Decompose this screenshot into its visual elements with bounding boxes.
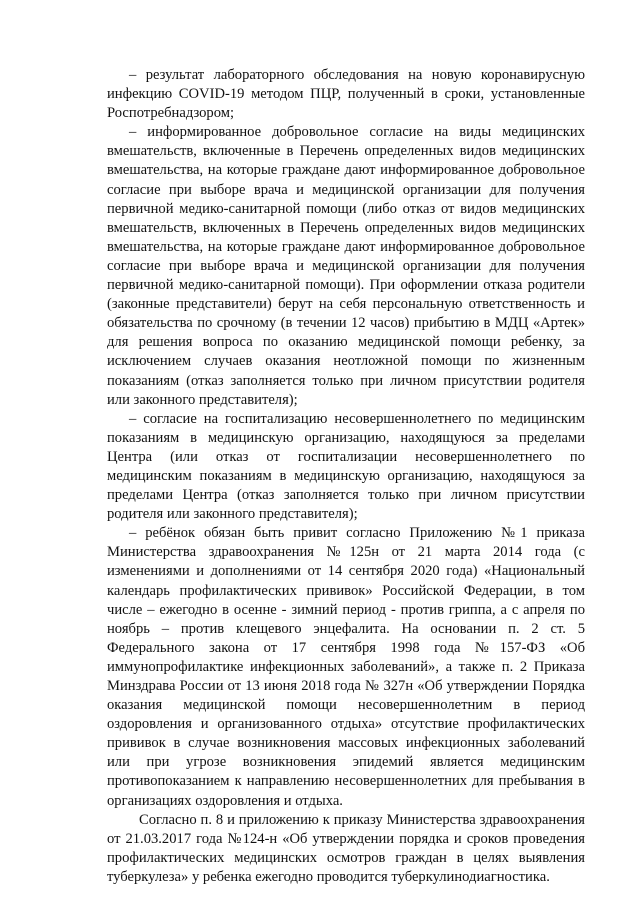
paragraph-vaccination: – ребёнок обязан быть привит согласно Приложению №1 приказа Министерства здравоохранения №125н от 21 марта 2014 года (с изменениями и дополнениями от 14 сентября 2020 года) «Национальный календарь профилактических прививок» Российской Федерации, в том числе – ежегодно в осенне - зимний период - против гриппа, а с апреля по ноябрь – против клещевого энцефалита. На основании п. 2 ст. 5 Федерального закона от 17 сентября 1998 года №157-ФЗ «Об иммунопрофилактике инфекционных заболеваний», а также п. 2 Приказа Минздрава России от 13 июня 2018 года № 327н «Об утверждении Порядка оказания медицинской помощи несовершеннолетним в период оздоровления и организованного отдыха» отсутствие профилактических прививок в случае возникновения массовых инфекционных заболеваний или при угрозе возникновения эпидемий является медицинским противопоказанием к направлению несовершеннолетних для пребывания в организациях оздоровления и отдыха. bbox=[107, 525, 585, 809]
document-body bbox=[107, 66, 585, 887]
paragraph-hospitalization-consent: – согласие на госпитализацию несовершеннолетнего по медицинским показаниям в медицинскую организацию, находящуюся за пределами Центра (или отказ от госпитализации несовершеннолетнего по медицинским показаниям в медицинскую организацию, находящуюся за пределами Центра (отказ заполняется только при личном присутствии родителя или законного представителя); bbox=[107, 410, 585, 523]
paragraph-tuberculin-diagnostics: Согласно п. 8 и приложению к приказу Министерства здравоохранения от 21.03.2017 года №124-н «Об утверждении порядка и сроков проведения профилактических медицинских осмотров граждан в целях выявления туберкулеза» у ребенка ежегодно проводится туберкулинодиагностика. bbox=[107, 811, 585, 885]
paragraph-covid-test: – результат лабораторного обследования на новую коронавирусную инфекцию COVID-19 методом ПЦР, полученный в сроки, установленные Роспотребнадзором; bbox=[107, 67, 585, 122]
paragraph-informed-consent: – информированное добровольное согласие на виды медицинских вмешательств, включенные в Перечень определенных видов медицинских вмешательства, на которые граждане дают информированное добровольное согласие при выборе врача и медицинской организации для получения первичной медико-санитарной помощи (либо отказ от видов медицинских вмешательств, включенных в Перечень определенных видов медицинских вмешательства, на которые граждане дают информированное добровольное согласие при выборе врача и медицинской организации для получения первичной медико-санитарной помощи). При оформлении отказа родители (законные представители) берут на себя персональную ответственность и обязательства по срочному (в течении 12 часов) прибытию в МДЦ «Артек» для решения вопроса по оказанию медицинской помощи ребенку, за исключением случаев оказания неотложной помощи по жизненным показаниям (отказ заполняется только при личном присутствии родителя или законного представителя); bbox=[107, 124, 585, 408]
